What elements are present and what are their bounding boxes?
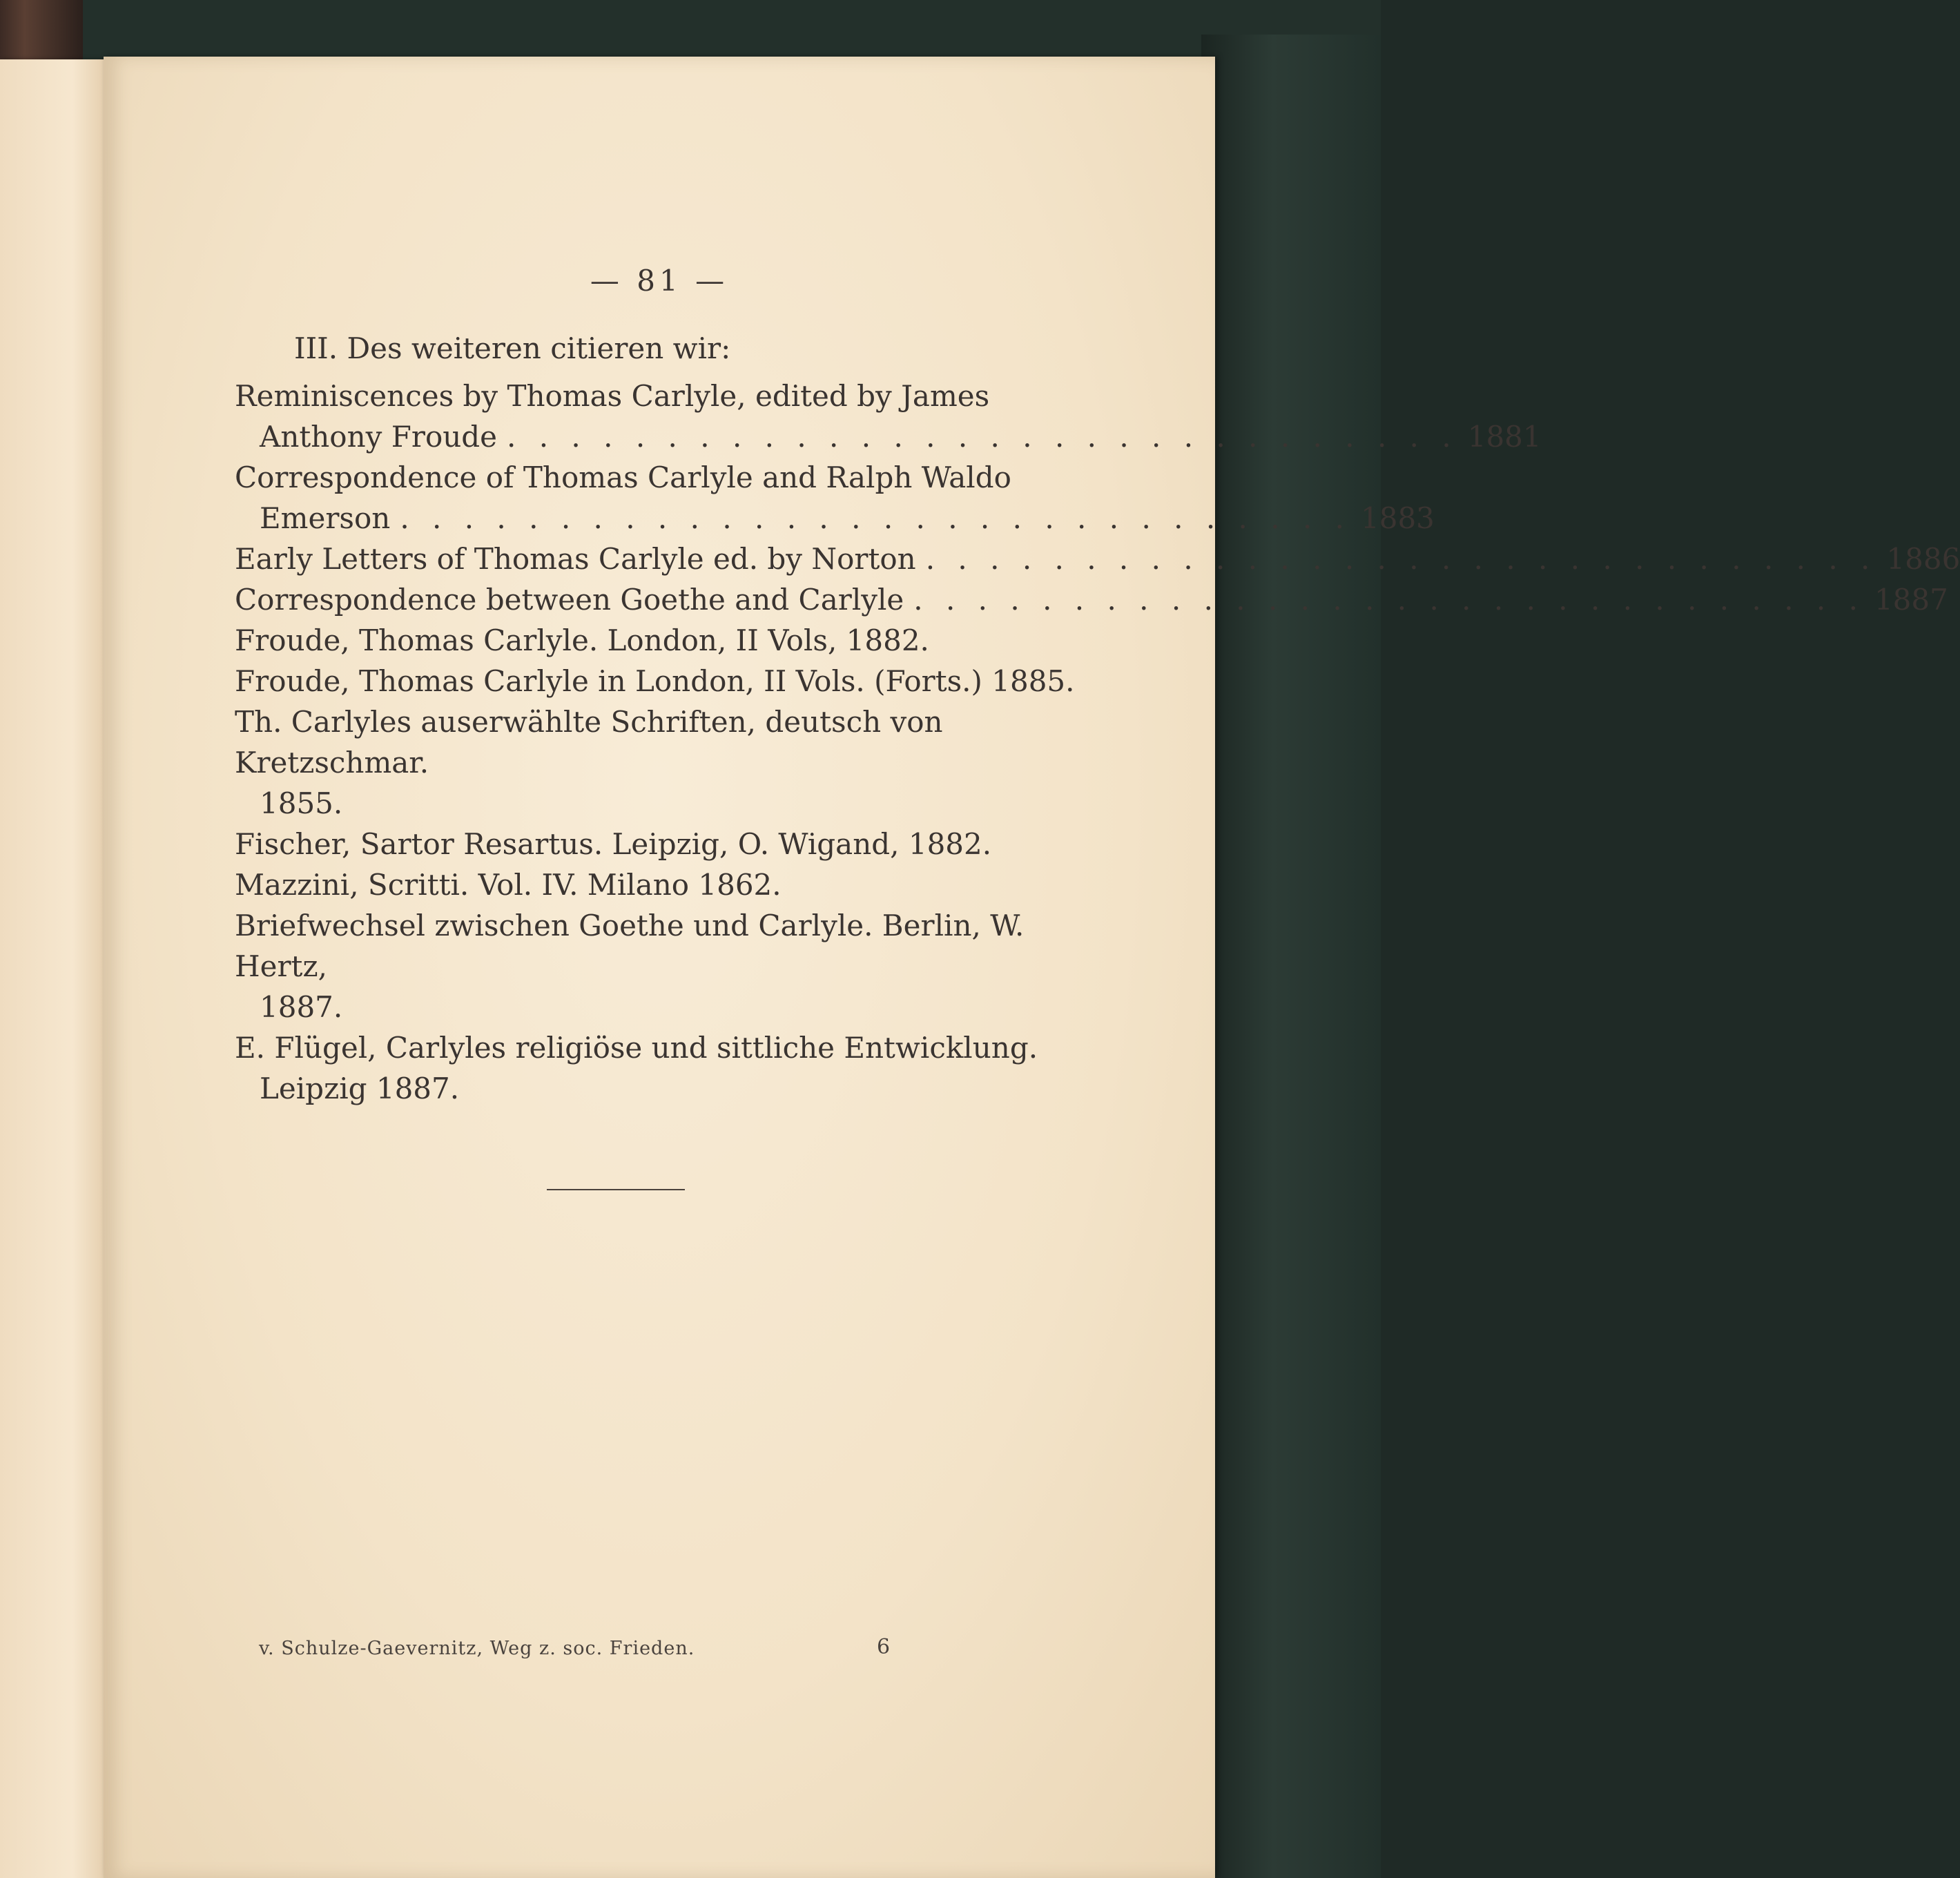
section-heading: III. Des weiteren citieren wir: — [294, 331, 731, 365]
footer-running-title: v. Schulze-Gaevernitz, Weg z. soc. Frieden. — [259, 1638, 695, 1659]
entry-continuation — [235, 498, 1435, 539]
entry-year: 1881 — [1467, 420, 1542, 454]
leader-dots: . . . . . . . . . . . . . . . . . . . . . . . . . . . . . . — [400, 501, 1351, 535]
entry-line: Froude, Thomas Carlyle. London, II Vols, 1882. — [235, 623, 929, 657]
entry-line: Early Letters of Thomas Carlyle ed. by Norton — [235, 542, 916, 576]
entry-line: 1855. — [260, 786, 343, 820]
entry-line: Emerson — [260, 501, 391, 535]
entry-line: Correspondence of Thomas Carlyle and Ralph Waldo — [235, 461, 1011, 494]
entry-line: Th. Carlyles auserwählte Schriften, deutsch von Kretzschmar. — [235, 705, 943, 780]
bibliography-entry — [235, 376, 1542, 457]
leader-dots: . . . . . . . . . . . . . . . . . . . . . . . . . . . . . . — [507, 420, 1458, 454]
bibliography-entry — [235, 1027, 1118, 1109]
entry-line: Correspondence between Goethe and Carlyle — [235, 583, 904, 617]
entry-line: 1887. — [260, 990, 343, 1024]
entry-continuation — [235, 416, 1542, 457]
bibliography-entry — [235, 701, 1118, 824]
page-number: — 81 — — [590, 264, 729, 298]
divider-rule — [547, 1189, 685, 1190]
entry-year: 1886 — [1886, 542, 1960, 576]
leader-dots: . . . . . . . . . . . . . . . . . . . . . . . . . . . . . . — [913, 583, 1865, 617]
bibliography-entry — [235, 824, 1118, 864]
entry-line: E. Flügel, Carlyles religiöse und sittliche Entwicklung. — [235, 1031, 1038, 1065]
entry-year: 1883 — [1361, 501, 1435, 535]
entry-line: Mazzini, Scritti. Vol. IV. Milano 1862. — [235, 868, 782, 902]
entry-line: Briefwechsel zwischen Goethe und Carlyle. Berlin, W. Hertz, — [235, 909, 1025, 983]
left-page-edge — [0, 59, 104, 1878]
right-book-cover — [1201, 35, 1381, 1878]
bibliography-entry — [235, 620, 1118, 661]
book-page — [104, 57, 1960, 1878]
bibliography-entry — [235, 905, 1118, 1027]
entry-year: 1887 — [1874, 583, 1948, 617]
bibliography-entry — [235, 661, 1118, 701]
bibliography-list — [235, 376, 1960, 1109]
leader-dots: . . . . . . . . . . . . . . . . . . . . . . . . . . . . . . — [925, 542, 1877, 576]
bibliography-entry — [235, 864, 1118, 905]
entry-line: Reminiscences by Thomas Carlyle, edited by James — [235, 379, 990, 413]
entry-line: Anthony Froude — [260, 420, 498, 454]
entry-line: Froude, Thomas Carlyle in London, II Vols. (Forts.) 1885. — [235, 664, 1075, 698]
entry-line: Fischer, Sartor Resartus. Leipzig, O. Wigand, 1882. — [235, 827, 992, 861]
bibliography-entry — [235, 539, 1960, 579]
entry-line: Leipzig 1887. — [260, 1072, 460, 1105]
signature-mark: 6 — [877, 1635, 891, 1659]
bibliography-entry — [235, 579, 1948, 620]
bibliography-entry — [235, 457, 1435, 539]
